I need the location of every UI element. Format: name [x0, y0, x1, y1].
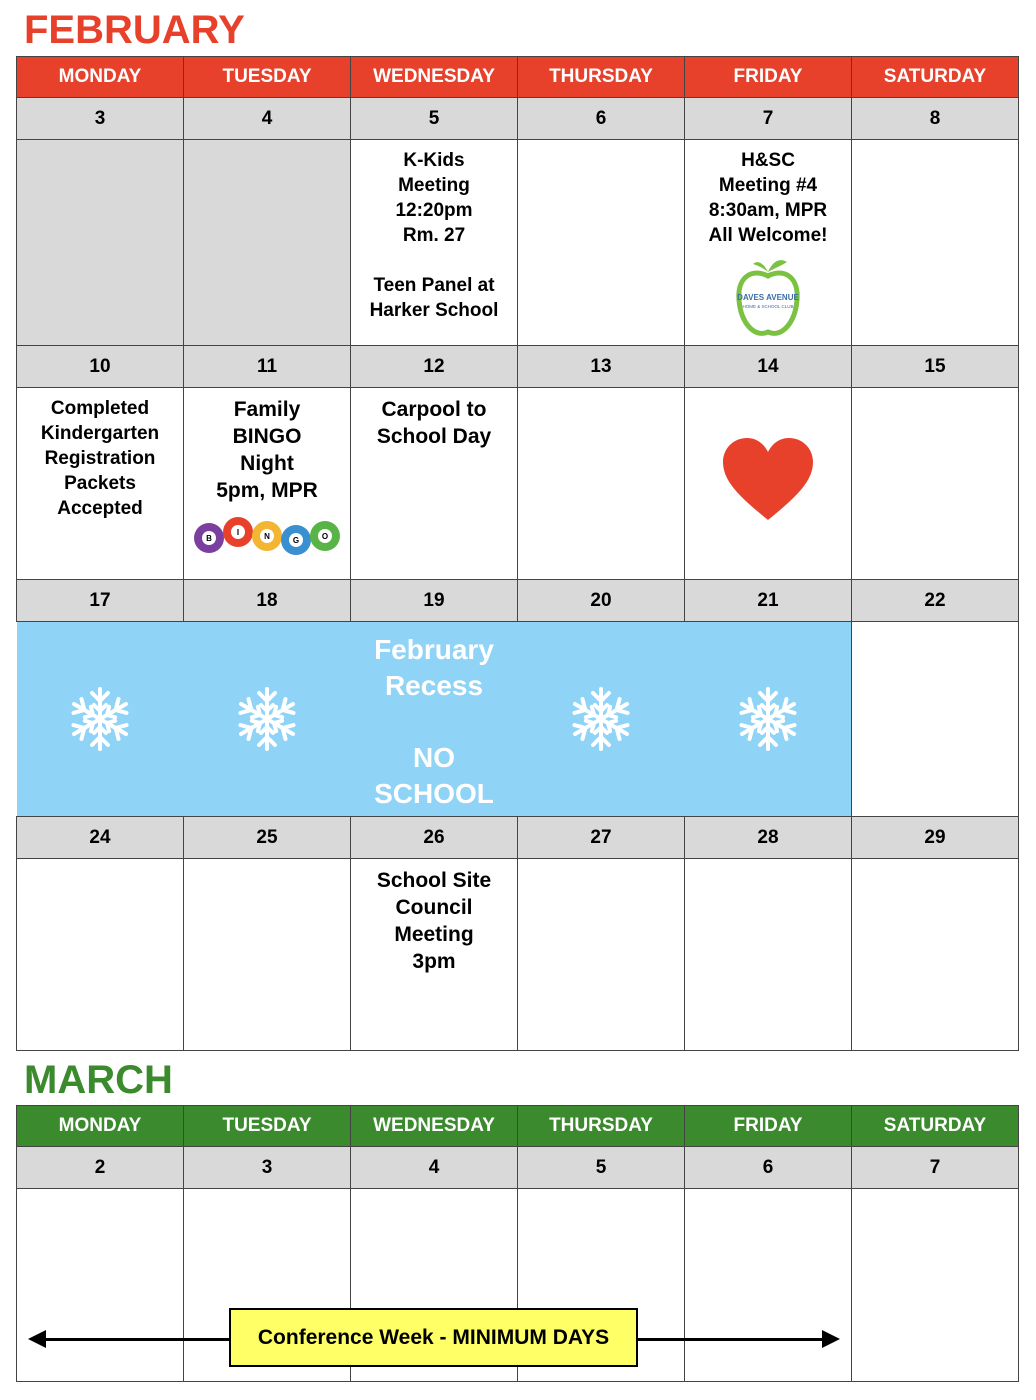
- weekday-saturday: SATURDAY: [852, 1106, 1019, 1147]
- weekday-saturday: SATURDAY: [852, 57, 1019, 98]
- date-cell: 13: [518, 346, 685, 388]
- date-cell: 3: [184, 1147, 351, 1189]
- date-cell: 5: [518, 1147, 685, 1189]
- heart-icon: [721, 436, 815, 522]
- day-cell-empty: [17, 140, 184, 346]
- date-cell: 17: [17, 580, 184, 622]
- event-text: Carpool to School Day: [376, 398, 492, 448]
- date-cell: 15: [852, 346, 1019, 388]
- date-cell: 27: [518, 817, 685, 859]
- day-cell: [518, 388, 685, 580]
- date-cell: 2: [17, 1147, 184, 1189]
- event-text: K-Kids Meeting 12:20pm Rm. 27 Teen Panel at Harker School: [369, 150, 499, 321]
- day-cell: [685, 140, 852, 346]
- arrow-head-left: [28, 1330, 46, 1348]
- date-row: [17, 346, 1019, 388]
- day-cell: [518, 859, 685, 1051]
- day-cell: [351, 388, 518, 580]
- recess-row: [17, 622, 1019, 817]
- date-cell: 10: [17, 346, 184, 388]
- bingo-letter: O: [321, 532, 329, 541]
- date-cell: 22: [852, 580, 1019, 622]
- recess-cell: [17, 622, 184, 817]
- day-cell: [852, 622, 1019, 817]
- date-cell: 11: [184, 346, 351, 388]
- event-row: [17, 859, 1019, 1051]
- date-cell: 19: [351, 580, 518, 622]
- weekday-wednesday: WEDNESDAY: [351, 57, 518, 98]
- recess-cell: [351, 622, 518, 817]
- day-cell: [518, 140, 685, 346]
- date-cell: 4: [351, 1147, 518, 1189]
- day-cell: [685, 388, 852, 580]
- no-school-text: NO SCHOOL: [374, 742, 494, 809]
- date-cell: 12: [351, 346, 518, 388]
- bingo-balls-icon: [192, 510, 342, 560]
- date-cell: 3: [17, 98, 184, 140]
- event-text: Completed Kindergarten Registration Packets Accepted: [40, 398, 160, 519]
- recess-cell: [184, 622, 351, 817]
- date-cell: 4: [184, 98, 351, 140]
- weekday-thursday: THURSDAY: [518, 57, 685, 98]
- day-cell: [184, 388, 351, 580]
- date-cell: 6: [685, 1147, 852, 1189]
- weekday-tuesday: TUESDAY: [184, 1106, 351, 1147]
- weekday-wednesday: WEDNESDAY: [351, 1106, 518, 1147]
- date-cell: 6: [518, 98, 685, 140]
- date-cell: 7: [685, 98, 852, 140]
- snowflake-icon: [232, 684, 302, 754]
- date-cell: 21: [685, 580, 852, 622]
- february-title: FEBRUARY: [24, 8, 245, 52]
- february-weekday-header-row: [17, 57, 1019, 98]
- recess-cell: [518, 622, 685, 817]
- weekday-friday: FRIDAY: [685, 1106, 852, 1147]
- weekday-thursday: THURSDAY: [518, 1106, 685, 1147]
- date-row: [17, 817, 1019, 859]
- date-cell: 24: [17, 817, 184, 859]
- recess-cell: [685, 622, 852, 817]
- event-row: [17, 140, 1019, 346]
- date-cell: 29: [852, 817, 1019, 859]
- date-cell: 18: [184, 580, 351, 622]
- snowflake-icon: [65, 684, 135, 754]
- date-cell: 5: [351, 98, 518, 140]
- day-cell-empty: [184, 140, 351, 346]
- february-calendar: [16, 56, 1019, 1051]
- logo-text-line1: DAVES AVENUE: [737, 293, 799, 302]
- weekday-monday: MONDAY: [17, 1106, 184, 1147]
- day-cell: [351, 140, 518, 346]
- date-cell: 8: [852, 98, 1019, 140]
- day-cell: [17, 388, 184, 580]
- day-cell: [852, 388, 1019, 580]
- day-cell: [852, 140, 1019, 346]
- bingo-letter: I: [236, 528, 240, 537]
- weekday-friday: FRIDAY: [685, 57, 852, 98]
- conference-week-banner: Conference Week - MINIMUM DAYS: [229, 1308, 638, 1367]
- apple-logo-icon: [733, 256, 803, 340]
- day-cell: [351, 859, 518, 1051]
- march-title: MARCH: [24, 1058, 173, 1102]
- date-row: [17, 1147, 1019, 1189]
- date-cell: 28: [685, 817, 852, 859]
- recess-title: February Recess: [374, 634, 494, 701]
- day-cell: [852, 859, 1019, 1051]
- arrow-head-right: [822, 1330, 840, 1348]
- bingo-letter: G: [292, 536, 300, 545]
- date-cell: 7: [852, 1147, 1019, 1189]
- date-cell: 14: [685, 346, 852, 388]
- event-text: Family BINGO Night 5pm, MPR: [216, 398, 318, 502]
- date-cell: 26: [351, 817, 518, 859]
- weekday-monday: MONDAY: [17, 57, 184, 98]
- snowflake-icon: [733, 684, 803, 754]
- day-cell: [17, 859, 184, 1051]
- march-weekday-header-row: [17, 1106, 1019, 1147]
- bingo-letter: N: [264, 532, 270, 541]
- date-cell: 25: [184, 817, 351, 859]
- event-text: H&SC Meeting #4 8:30am, MPR All Welcome!: [708, 150, 828, 246]
- date-cell: 20: [518, 580, 685, 622]
- event-row: [17, 388, 1019, 580]
- snowflake-icon: [566, 684, 636, 754]
- day-cell: [685, 859, 852, 1051]
- day-cell: [852, 1189, 1019, 1382]
- bingo-letter: B: [206, 534, 212, 543]
- date-row: [17, 98, 1019, 140]
- weekday-tuesday: TUESDAY: [184, 57, 351, 98]
- day-cell: [184, 859, 351, 1051]
- date-row: [17, 580, 1019, 622]
- logo-text-line2: HOME & SCHOOL CLUB: [742, 304, 794, 309]
- event-text: School Site Council Meeting 3pm: [376, 869, 492, 973]
